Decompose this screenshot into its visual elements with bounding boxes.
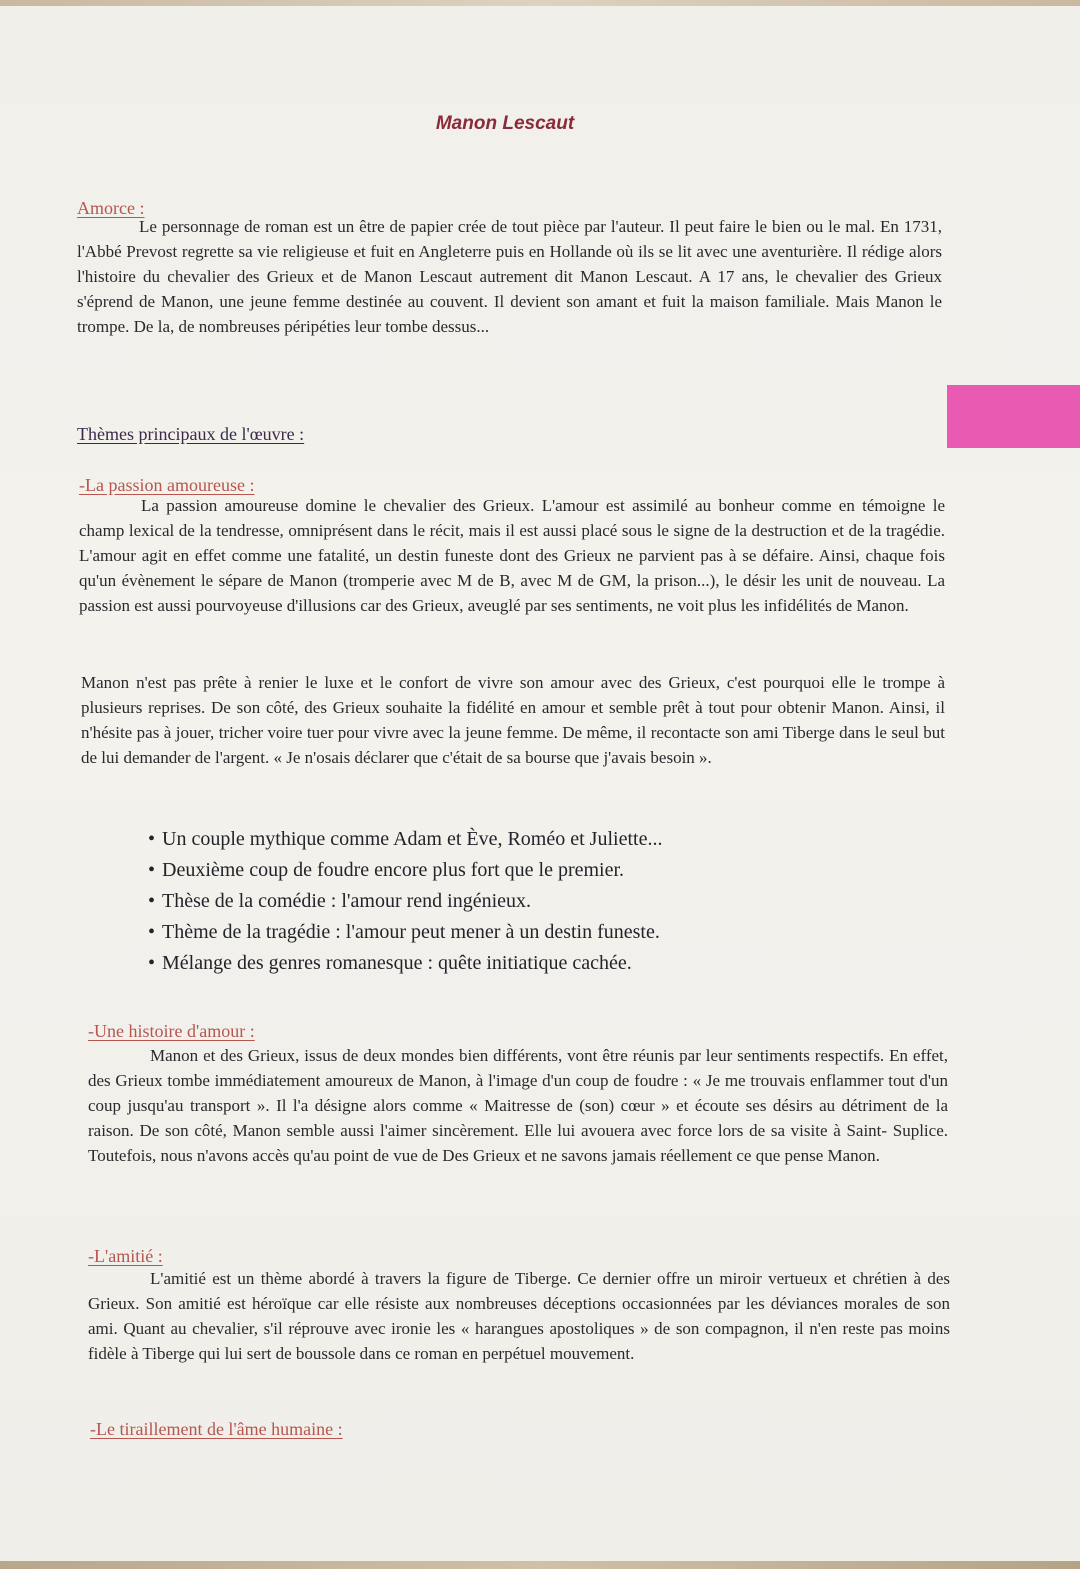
amitie-heading: -L'amitié : [88, 1246, 163, 1266]
amorce-heading-label: Amorce [77, 198, 135, 218]
amorce-paragraph [77, 214, 942, 339]
bullet-item: • Un couple mythique comme Adam et Ève, Roméo et Juliette... [148, 824, 662, 855]
bullet-item: • Thème de la tragédie : l'amour peut mener à un destin funeste. [148, 917, 662, 948]
paper-bottom-edge [0, 1561, 1080, 1569]
amorce-text: Le personnage de roman est un être de papier crée de tout pièce par l'auteur. Il peut faire le bien ou le mal. En 1731, l'Abbé Prevost regrette sa vie religieuse et fuit en Angleterre puis en Hollande où ils se lit avec une aventurière. Il rédige alors l'histoire du chevalier des Grieux et de Manon Lescaut autrement dit Manon Lescaut. A 17 ans, le chevalier des Grieux s'éprend de Manon, une jeune femme destinée au couvent. Il devient son amant et fuit la maison familiale. Mais Manon le trompe. De la, de nombreuses péripéties leur tombe dessus... [77, 217, 942, 336]
amorce-heading-suffix: : [134, 198, 145, 218]
bullet-item: • Deuxième coup de foudre encore plus fort que le premier. [148, 855, 662, 886]
passion-text-1: La passion amoureuse domine le chevalier des Grieux. L'amour est assimilé au bonheur comme en témoigne le champ lexical de la tendresse, omniprésent dans le récit, mais il est aussi placé sous le signe de la destruction et de la tragédie. L'amour agit en effet comme une fatalité, un destin funeste dont des Grieux ne parvient pas à se défaire. Ainsi, chaque fois qu'un évènement le sépare de Manon (tromperie avec M de B, avec M de GM, la prison...), le désir les unit de nouveau. La passion est aussi pourvoyeuse d'illusions car des Grieux, aveuglé par ses sentiments, ne voit plus les infidélités de Manon. [79, 496, 945, 615]
themes-heading: Thèmes principaux de l'œuvre : [77, 424, 305, 444]
passion-paragraph-1 [79, 493, 945, 618]
bullet-item: • Mélange des genres romanesque : quête initiatique cachée. [148, 948, 662, 979]
passion-bullet-list [148, 824, 662, 979]
bullet-item: • Thèse de la comédie : l'amour rend ingénieux. [148, 886, 662, 917]
paper-top-edge [0, 0, 1080, 6]
pink-sticky-tab [947, 385, 1080, 448]
histoire-text: Manon et des Grieux, issus de deux mondes bien différents, vont être réunis par leur sentiments respectifs. En effet, des Grieux tombe immédiatement amoureux de Manon, à l'image d'un coup de foudre : « Je me trouvais enflammer tout d'un coup jusqu'au transport ». Il l'a désigne alors comme « Maitresse de (son) cœur » et écoute ses désirs au détriment de la raison. De son côté, Manon semble aussi l'aimer sincèrement. Elle lui avouera avec force lors de sa visite à Saint- Suplice. Toutefois, nous n'avons accès qu'au point de vue de Des Grieux et ne savons jamais réellement ce que pense Manon. [88, 1046, 948, 1165]
histoire-paragraph [88, 1043, 948, 1168]
passion-text-2: Manon n'est pas prête à renier le luxe et le confort de vivre son amour avec des Grieux, c'est pourquoi elle le trompe à plusieurs reprises. De son côté, des Grieux souhaite la fidélité en amour et semble prêt à tout pour obtenir Manon. Ainsi, il n'hésite pas à jouer, tricher voire tuer pour vivre avec la jeune femme. De même, il recontacte son ami Tiberge dans le seul but de lui demander de l'argent. « Je n'osais déclarer que c'était de sa bourse que j'avais besoin ». [81, 673, 945, 767]
passion-paragraph-2 [81, 670, 945, 770]
tiraillement-heading: -Le tiraillement de l'âme humaine : [90, 1419, 343, 1439]
amitie-paragraph [88, 1266, 950, 1366]
histoire-heading: -Une histoire d'amour : [88, 1021, 255, 1041]
document-title: Manon Lescaut [435, 113, 575, 134]
passion-heading: -La passion amoureuse : [79, 475, 255, 495]
amitie-text: L'amitié est un thème abordé à travers la figure de Tiberge. Ce dernier offre un miroir vertueux et chrétien à des Grieux. Son amitié est héroïque car elle résiste aux nombreuses déceptions occasionnées par les déviances morales de son ami. Quant au chevalier, s'il réprouve avec ironie les « harangues apostoliques » de son compagnon, il n'en reste pas moins fidèle à Tiberge qui lui sert de boussole dans ce roman en perpétuel mouvement. [88, 1269, 950, 1363]
